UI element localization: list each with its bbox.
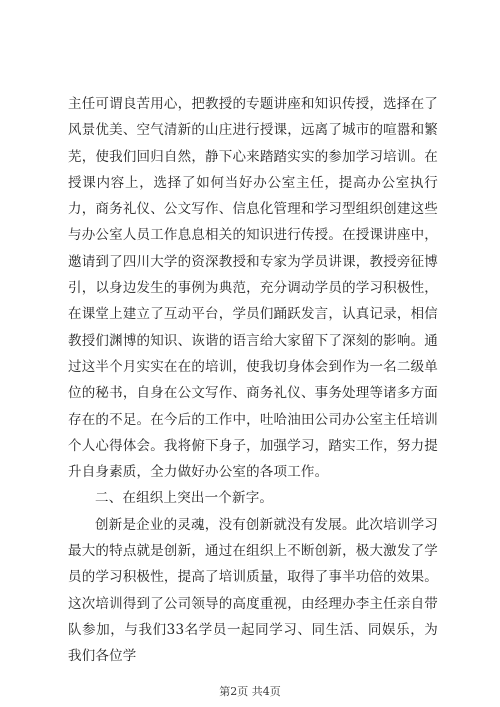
section-heading-organization: 二、在组织上突出一个新字。: [95, 490, 274, 507]
paragraph-training-content: 主任可谓良苦用心，把教授的专题讲座和知识传授，选择在了风景优美、空气清新的山庄进行授课，远离了城市的喧嚣和繁芜，使我们回归自然，静下心来踏踏实实的参加学习培训。在授课内容上，选择了如何当好办公室主任，提高办公室执行力，商务礼仪、公文写作、信息化管理和学习型组织创建这些与办公室人员工作息息相关的知识进行传授。在授课讲座中，邀请到了四川大学的资深教授和专家为学员讲课，教授旁征博引，以身边发生的事例为典范，充分调动学员的学习积极性，在课堂上建立了互动平台，学员们踊跃发言，认真记录，相信教授们渊博的知识、诙谐的语言给大家留下了深刻的影响。通过这半个月实实在在的培训，使我切身体会到作为一名二级单位的秘书，自身在公文写作、商务礼仪、事务处理等诸多方面存在的不足。在今后的工作中，吐哈油田公司办公室主任培训个人心得体会。我将俯下身子，加强学习，踏实工作，努力提升自身素质，全力做好办公室的各项工作。: [68, 96, 438, 481]
page-number-footer: 第2页 共4页: [219, 685, 281, 698]
paragraph-innovation: 创新是企业的灵魂，没有创新就没有发展。此次培训学习最大的特点就是创新，通过在组织上不断创新，极大激发了学员的学习积极性，提高了培训质量，取得了事半功倍的效果。这次培训得到了公司领导的高度重视，由经理办李主任亲自带队参加，与我们33名学员一起同学习、同生活、同娱乐，为我们各位学: [68, 516, 438, 665]
document-body: [68, 91, 438, 670]
